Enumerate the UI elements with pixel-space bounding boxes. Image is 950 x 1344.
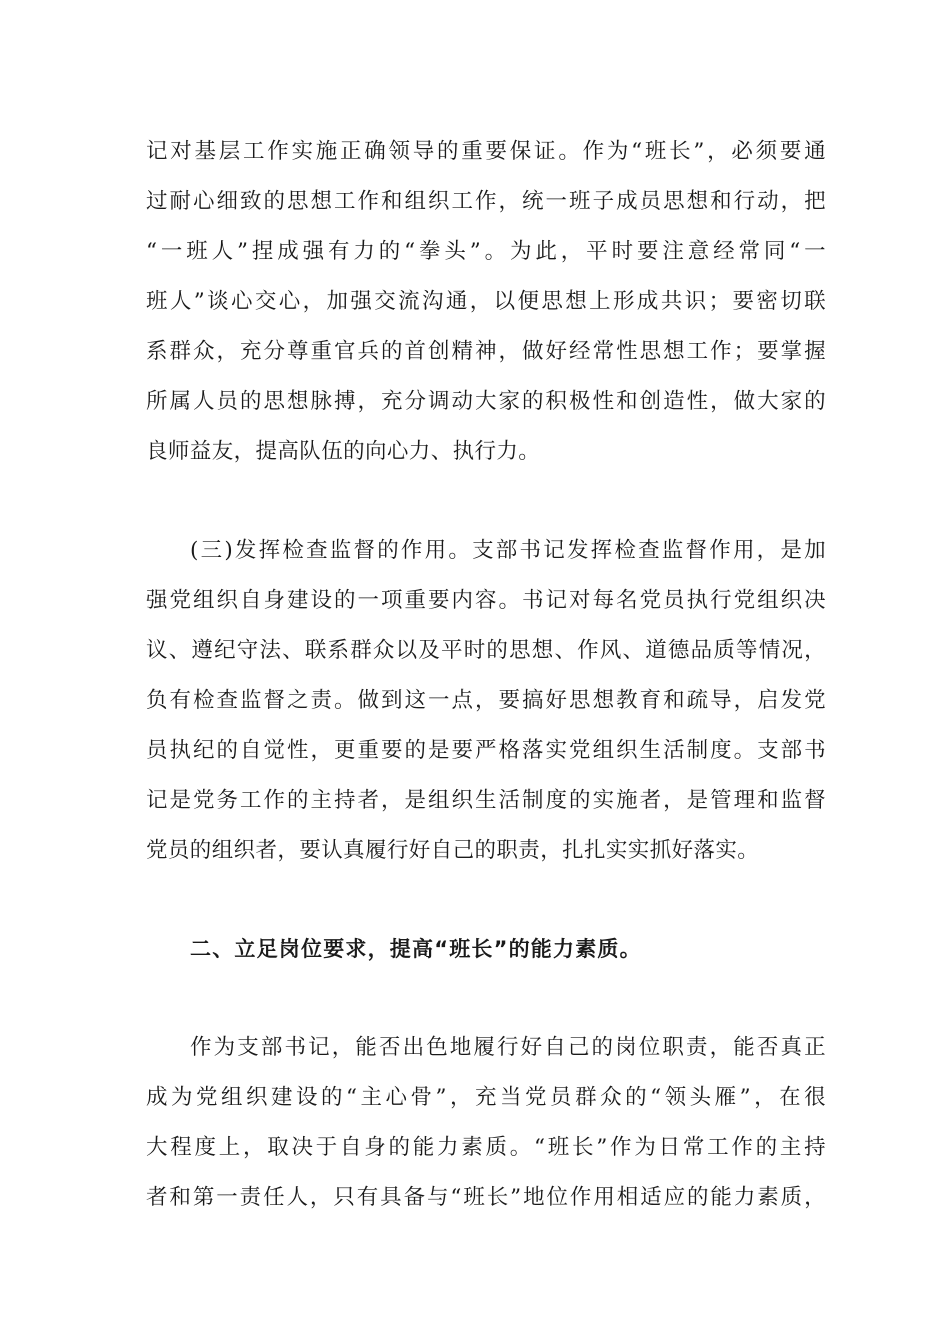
paragraph-1-line-1: 记对基层工作实施正确领导的重要保证。作为“班长”，必须要通 [146, 139, 826, 164]
paragraph-1-line-6: 所属人员的思想脉搏，充分调动大家的积极性和创造性，做大家的 [146, 389, 826, 414]
paragraph-2-line-4: 负有检查监督之责。做到这一点，要搞好思想教育和疏导，启发党 [146, 688, 826, 713]
paragraph-2-line-7: 党员的组织者，要认真履行好自己的职责，扎扎实实抓好落实。 [146, 838, 760, 863]
paragraph-1-line-5: 系群众，充分尊重官兵的首创精神，做好经常性思想工作；要掌握 [146, 339, 826, 364]
paragraph-1-line-7: 良师益友，提高队伍的向心力、执行力。 [146, 439, 541, 464]
paragraph-1-line-2: 过耐心细致的思想工作和组织工作，统一班子成员思想和行动，把 [146, 189, 826, 214]
paragraph-2-line-5: 员执纪的自觉性，更重要的是要严格落实党组织生活制度。支部书 [146, 738, 826, 763]
paragraph-3-line-2: 成为党组织建设的“主心骨”，充当党员群众的“领头雁”，在很 [146, 1085, 826, 1110]
paragraph-1-line-3: “一班人”捏成强有力的“拳头”。为此，平时要注意经常同“一 [146, 239, 826, 264]
paragraph-2-line-6: 记是党务工作的主持者，是组织生活制度的实施者，是管理和监督 [146, 788, 826, 813]
paragraph-3-line-4: 者和第一责任人，只有具备与“班长”地位作用相适应的能力素质， [146, 1185, 826, 1210]
paragraph-3-line-3: 大程度上，取决于自身的能力素质。“班长”作为日常工作的主持 [146, 1135, 826, 1160]
paragraph-2-line-3: 议、遵纪守法、联系群众以及平时的思想、作风、道德品质等情况， [146, 638, 826, 663]
section-heading: 二、立足岗位要求，提高“班长”的能力素质。 [190, 937, 642, 961]
paragraph-2-line-1: (三)发挥检查监督的作用。支部书记发挥检查监督作用，是加 [190, 538, 826, 563]
paragraph-3-line-1: 作为支部书记，能否出色地履行好自己的岗位职责，能否真正 [190, 1035, 826, 1060]
paragraph-2-line-2: 强党组织自身建设的一项重要内容。书记对每名党员执行党组织决 [146, 588, 826, 613]
paragraph-1-line-4: 班人”谈心交心，加强交流沟通，以便思想上形成共识；要密切联 [146, 289, 826, 314]
